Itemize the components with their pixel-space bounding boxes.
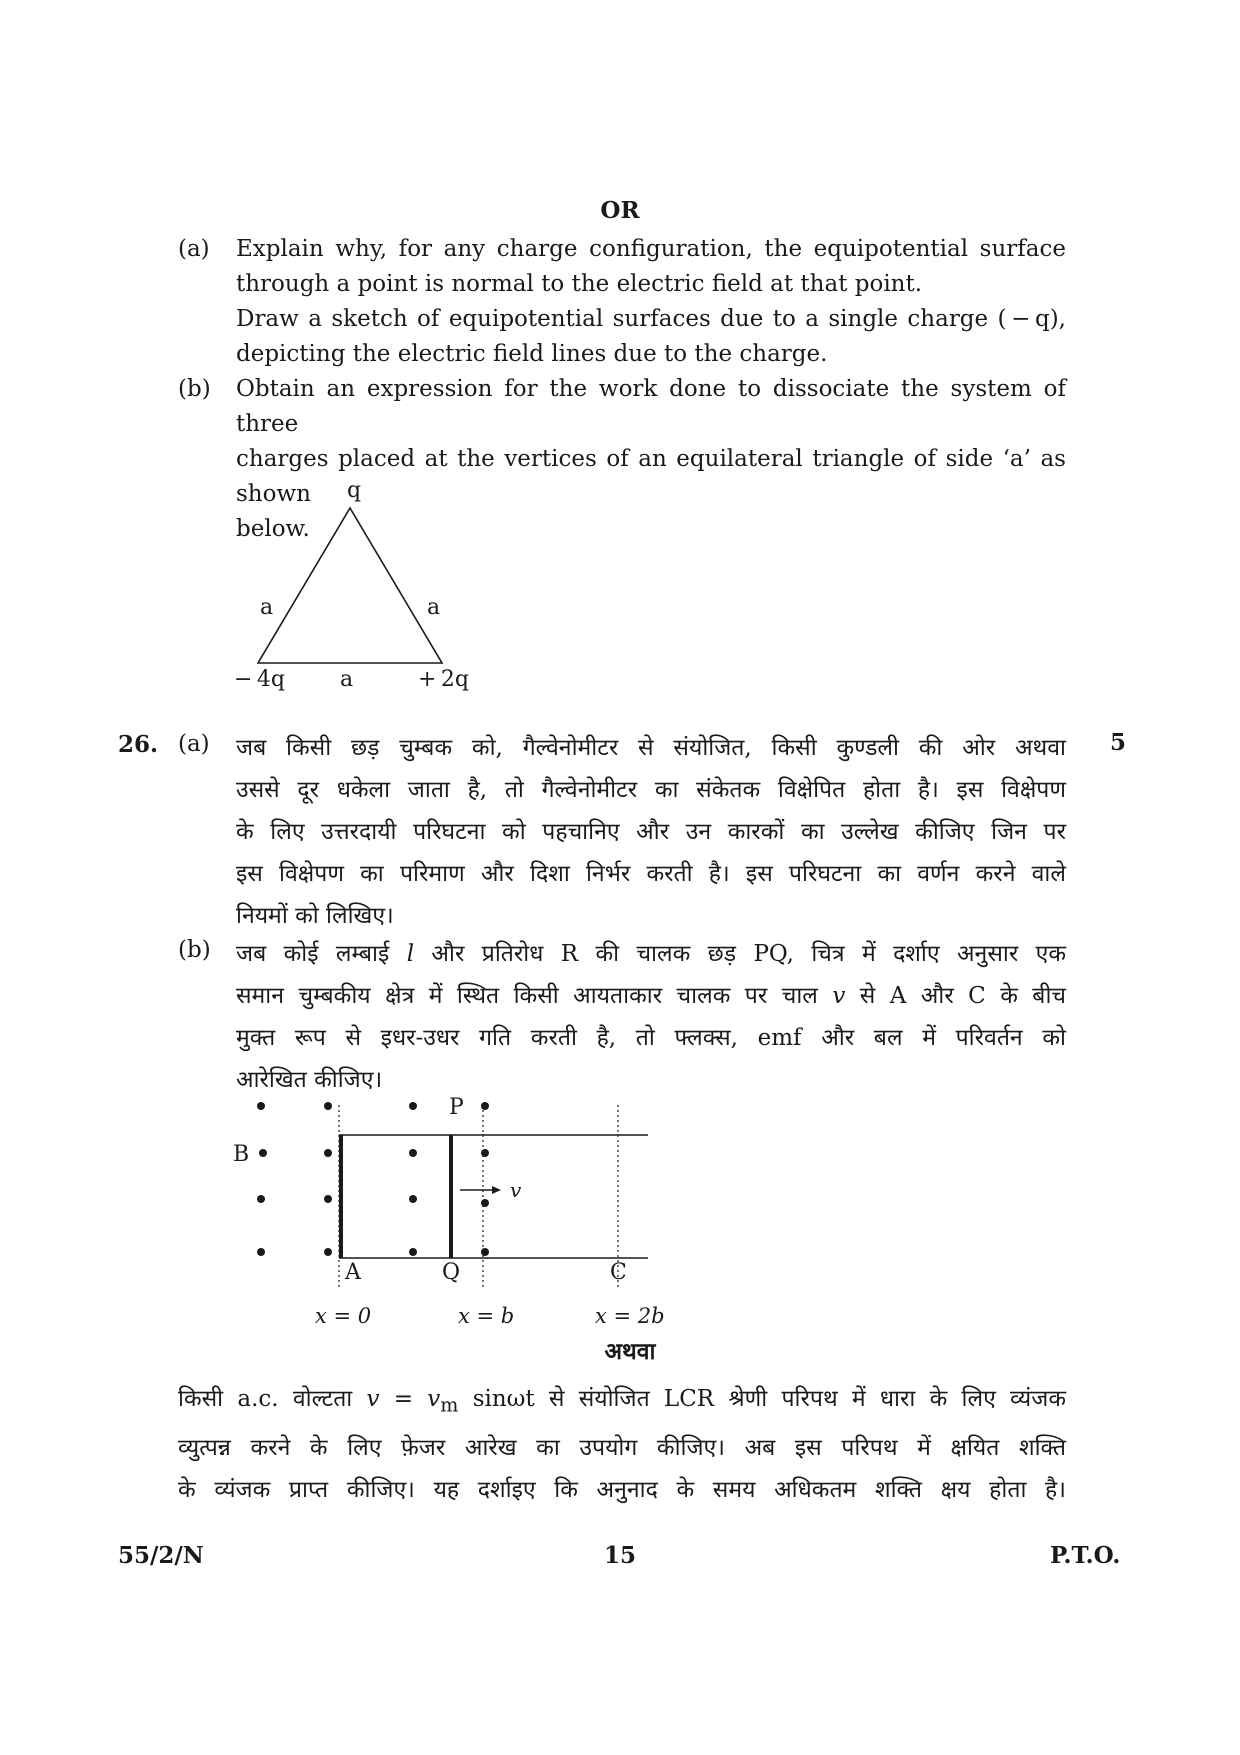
speed-symbol: v xyxy=(832,983,846,1009)
q26-alternate-text xyxy=(178,1378,1066,1511)
pto-label: P.T.O. xyxy=(1050,1542,1121,1569)
text-line: below. xyxy=(236,516,310,542)
text-line: नियमों को लिखिए। xyxy=(236,903,394,929)
label-x0: x = 0 xyxy=(315,1304,372,1328)
part-b-marker: (b) xyxy=(178,376,211,402)
text-span: से A और C के बीच xyxy=(845,983,1067,1009)
rail-figure xyxy=(220,1090,680,1340)
label-a: A xyxy=(345,1260,361,1285)
text-span: जब कोई लम्बाई xyxy=(236,941,407,967)
arrow-head-icon xyxy=(492,1186,501,1194)
text-line: through a point is normal to the electric field at that point. xyxy=(236,271,923,297)
or-heading-hindi: अथवा xyxy=(604,1338,656,1365)
side-right-label: a xyxy=(427,595,441,620)
triangle-figure xyxy=(220,475,500,700)
voltage-peak-symbol: v xyxy=(427,1386,441,1412)
text-line: charges placed at the vertices of an equilateral triangle of side ‘a’ as shown xyxy=(236,446,1066,507)
length-symbol: l xyxy=(406,941,415,967)
charge-top-label: q xyxy=(347,478,362,503)
subscript: m xyxy=(440,1393,459,1417)
part-a-marker: (a) xyxy=(178,236,210,262)
label-x2b: x = 2b xyxy=(595,1304,665,1328)
side-left-label: a xyxy=(260,595,274,620)
q26-part-b-marker: (b) xyxy=(178,937,211,963)
charge-right-label: + 2q xyxy=(418,667,469,692)
text-span: sinωt से संयोजित LCR श्रेणी परिपथ में धारा के लिए व्यंजक xyxy=(458,1386,1066,1412)
part-a-text xyxy=(236,232,1066,372)
text-line xyxy=(236,975,1066,1017)
paper-code: 55/2/N xyxy=(118,1542,204,1569)
marks: 5 xyxy=(1110,729,1127,756)
q26-part-b-text xyxy=(236,933,1066,1101)
field-dots xyxy=(257,1102,489,1256)
label-p: P xyxy=(449,1095,464,1120)
text-span: = xyxy=(379,1386,428,1412)
text-line xyxy=(236,933,1066,975)
text-line: इस विक्षेपण का परिमाण और दिशा निर्भर करती है। इस परिघटना का वर्णन करने वाले xyxy=(236,861,1066,887)
or-heading: OR xyxy=(600,197,640,224)
q26-part-a-text xyxy=(236,727,1066,937)
q26-part-a-marker: (a) xyxy=(178,731,210,757)
text-line: Explain why, for any charge configuration, the equipotential surface xyxy=(236,236,1066,262)
text-line: आरेखित कीजिए। xyxy=(236,1067,383,1093)
label-b: B xyxy=(233,1142,250,1167)
text-line: Obtain an expression for the work done to dissociate the system of three xyxy=(236,376,1066,437)
label-q: Q xyxy=(442,1260,461,1285)
text-line xyxy=(178,1378,1066,1427)
side-bottom-label: a xyxy=(340,667,354,692)
label-v: v xyxy=(510,1178,522,1202)
question-number: 26. xyxy=(118,731,159,758)
text-line: के व्यंजक प्राप्त कीजिए। यह दर्शाइए कि अनुनाद के समय अधिकतम शक्ति क्षय होता है। xyxy=(178,1476,1066,1503)
text-line: depicting the electric field lines due to the charge. xyxy=(236,341,828,367)
page-number: 15 xyxy=(603,1542,636,1569)
charge-left-label: − 4q xyxy=(234,667,285,692)
text-span: और प्रतिरोध R की चालक छड़ PQ, चित्र में दर्शाए अनुसार एक xyxy=(414,941,1066,967)
text-line: Draw a sketch of equipotential surfaces due to a single charge ( − q), xyxy=(236,306,1066,332)
text-line: जब किसी छड़ चुम्बक को, गैल्वेनोमीटर से संयोजित, किसी कुण्डली की ओर अथवा xyxy=(236,735,1066,761)
voltage-symbol: v xyxy=(366,1386,380,1412)
equilateral-triangle xyxy=(258,508,442,663)
label-xb: x = b xyxy=(458,1304,515,1328)
text-line: मुक्त रूप से इधर-उधर गति करती है, तो फ्लक्स, emf और बल में परिवर्तन को xyxy=(236,1025,1066,1051)
text-line: उससे दूर धकेला जाता है, तो गैल्वेनोमीटर का संकेतक विक्षेपित होता है। इस विक्षेपण xyxy=(236,777,1066,803)
label-c: C xyxy=(610,1260,627,1285)
text-line: के लिए उत्तरदायी परिघटना को पहचानिए और उन कारकों का उल्लेख कीजिए जिन पर xyxy=(236,819,1066,845)
text-span: समान चुम्बकीय क्षेत्र में स्थित किसी आयताकार चालक पर चाल xyxy=(236,983,833,1009)
text-span: किसी a.c. वोल्टता xyxy=(178,1386,367,1412)
text-line: व्युत्पन्न करने के लिए फ़ेजर आरेख का उपयोग कीजिए। अब इस परिपथ में क्षयित शक्ति xyxy=(178,1434,1066,1461)
